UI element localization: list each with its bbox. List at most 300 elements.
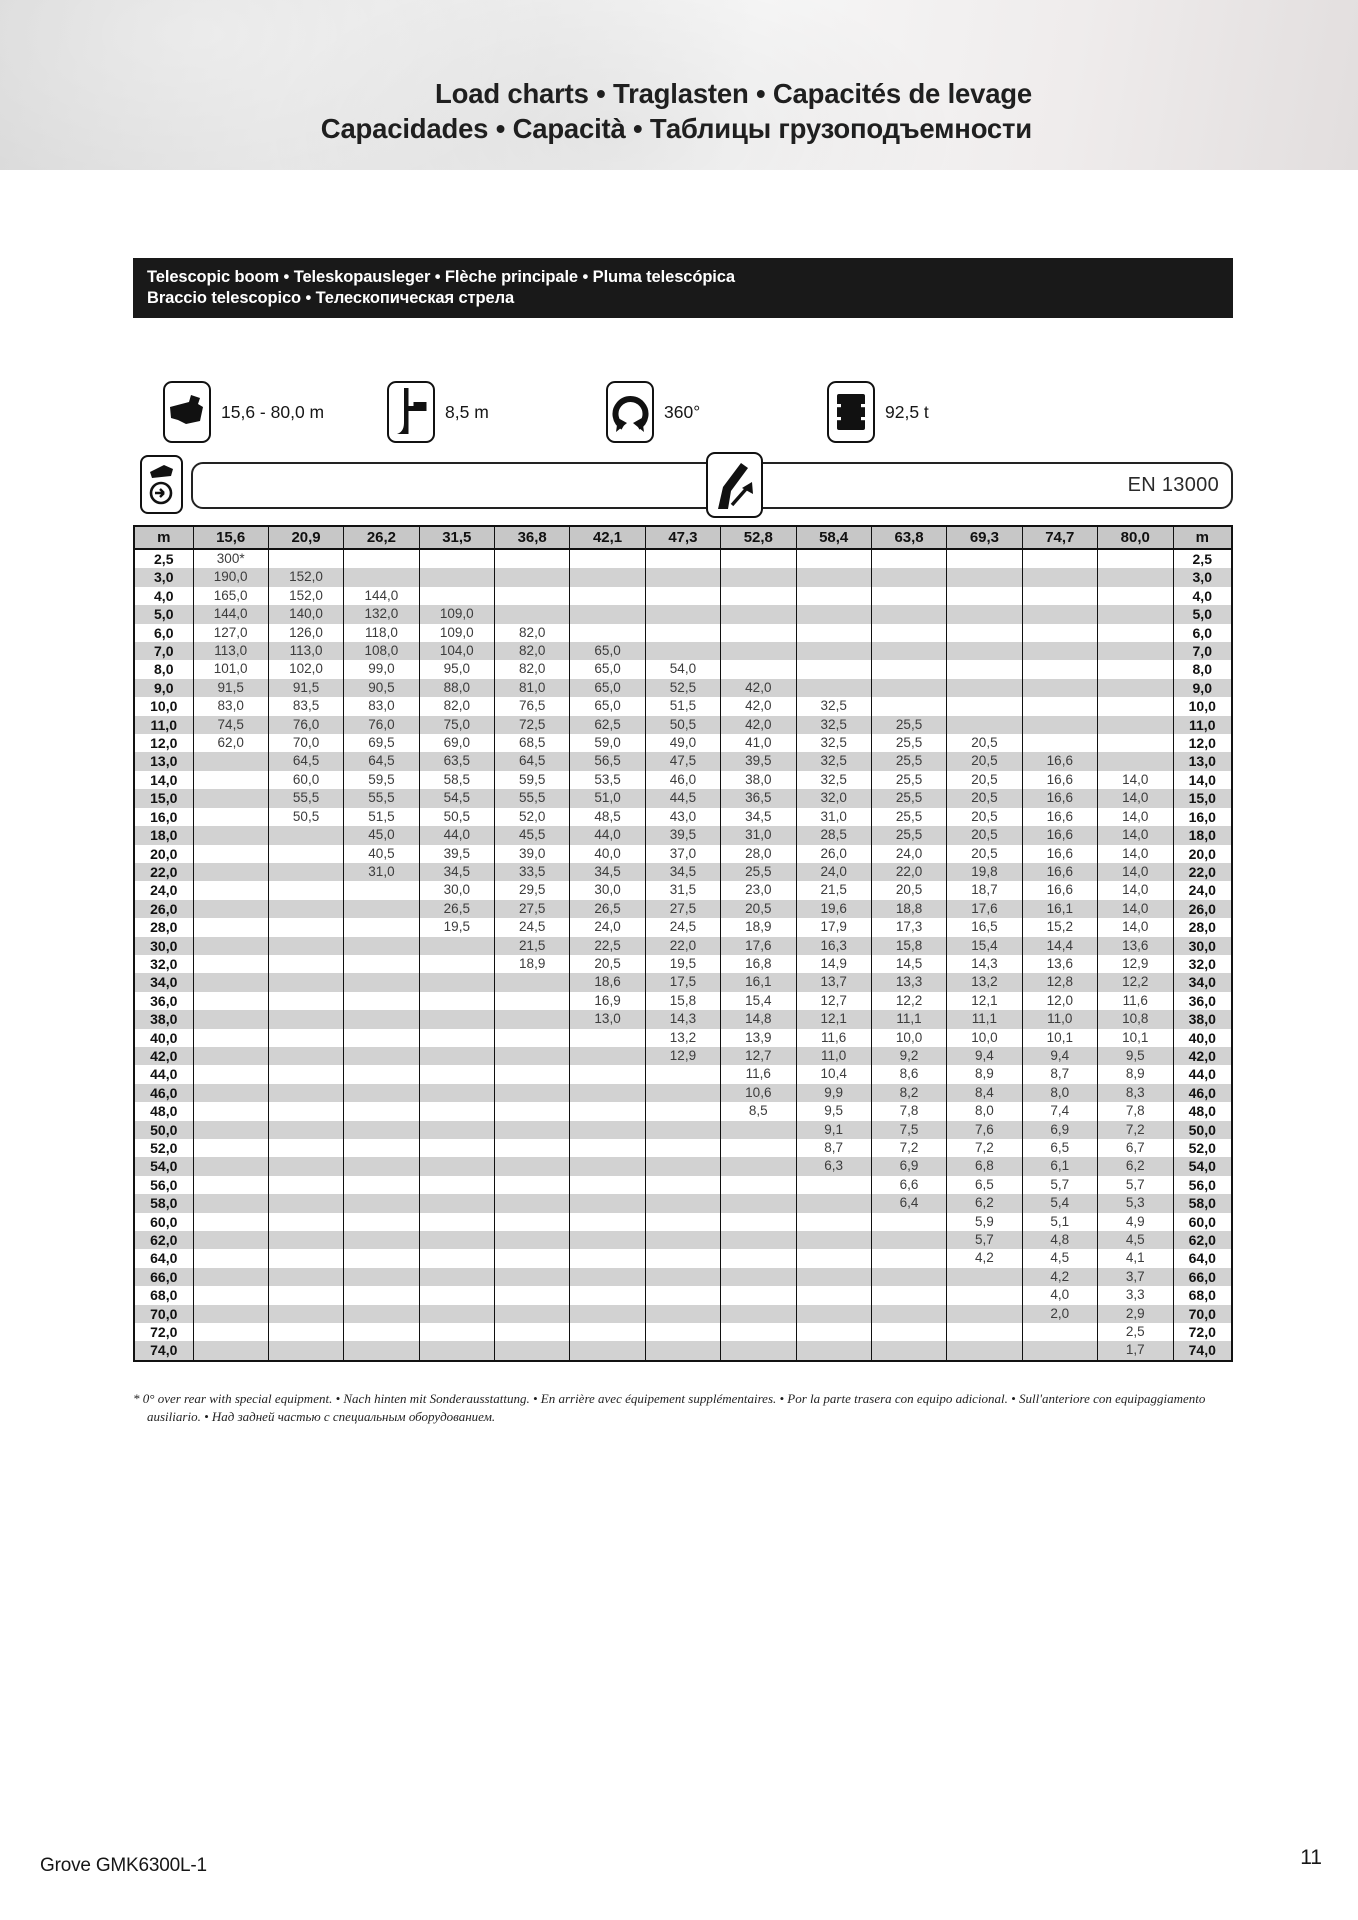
radius-cell: 24,0 bbox=[134, 881, 193, 899]
capacity-cell bbox=[193, 1341, 268, 1360]
capacity-cell: 14,8 bbox=[721, 1010, 796, 1028]
load-table-row bbox=[134, 1268, 1232, 1286]
radius-cell: 50,0 bbox=[1173, 1121, 1232, 1139]
capacity-cell: 32,5 bbox=[796, 771, 871, 789]
capacity-cell: 1,7 bbox=[1098, 1341, 1174, 1360]
capacity-cell: 8,2 bbox=[871, 1084, 946, 1102]
capacity-cell bbox=[495, 1047, 570, 1065]
radius-cell: 2,5 bbox=[1173, 549, 1232, 568]
capacity-cell bbox=[645, 568, 720, 586]
capacity-cell bbox=[796, 1268, 871, 1286]
capacity-cell: 83,0 bbox=[344, 697, 419, 715]
load-table-row bbox=[134, 937, 1232, 955]
capacity-cell: 16,6 bbox=[1022, 845, 1097, 863]
capacity-cell bbox=[193, 900, 268, 918]
capacity-cell bbox=[570, 568, 645, 586]
capacity-cell bbox=[871, 1213, 946, 1231]
capacity-cell bbox=[721, 549, 796, 568]
capacity-cell: 64,5 bbox=[268, 752, 343, 770]
capacity-cell bbox=[419, 1286, 494, 1304]
capacity-cell bbox=[419, 568, 494, 586]
capacity-cell bbox=[721, 1139, 796, 1157]
capacity-cell bbox=[344, 1084, 419, 1102]
capacity-cell: 42,0 bbox=[721, 679, 796, 697]
spec-jib-length bbox=[387, 380, 489, 444]
capacity-cell: 16,6 bbox=[1022, 881, 1097, 899]
capacity-cell bbox=[721, 1323, 796, 1341]
capacity-cell bbox=[721, 1231, 796, 1249]
capacity-cell bbox=[419, 955, 494, 973]
load-table-row bbox=[134, 660, 1232, 678]
capacity-cell bbox=[570, 1286, 645, 1304]
capacity-cell bbox=[419, 1231, 494, 1249]
capacity-cell: 14,4 bbox=[1022, 937, 1097, 955]
capacity-cell: 9,1 bbox=[796, 1121, 871, 1139]
capacity-cell: 11,1 bbox=[871, 1010, 946, 1028]
capacity-cell bbox=[570, 1194, 645, 1212]
capacity-cell bbox=[193, 1102, 268, 1120]
unit-column-header: m bbox=[134, 526, 193, 549]
capacity-cell: 45,5 bbox=[495, 826, 570, 844]
capacity-cell bbox=[193, 973, 268, 991]
footnote-line1: * 0° over rear with special equipment. • Nach hinten mit Sonderausstattung. • En arrière avec équipement supplémentaires. • Por la parte trasera con equipo adicional. • Sull'anteriore con equipaggiamento bbox=[133, 1391, 1206, 1406]
boom-length-icon bbox=[163, 381, 211, 443]
capacity-cell: 55,5 bbox=[268, 789, 343, 807]
capacity-cell: 13,2 bbox=[645, 1029, 720, 1047]
capacity-cell bbox=[721, 1305, 796, 1323]
capacity-cell bbox=[193, 808, 268, 826]
capacity-cell bbox=[947, 1268, 1022, 1286]
radius-cell: 20,0 bbox=[1173, 845, 1232, 863]
load-table-row bbox=[134, 771, 1232, 789]
capacity-cell bbox=[193, 1305, 268, 1323]
radius-cell: 5,0 bbox=[1173, 605, 1232, 623]
capacity-cell bbox=[419, 549, 494, 568]
capacity-cell: 65,0 bbox=[570, 642, 645, 660]
capacity-cell bbox=[344, 568, 419, 586]
capacity-cell bbox=[344, 1047, 419, 1065]
capacity-cell: 300* bbox=[193, 549, 268, 568]
capacity-cell: 16,6 bbox=[1022, 863, 1097, 881]
capacity-cell: 59,5 bbox=[344, 771, 419, 789]
radius-cell: 72,0 bbox=[134, 1323, 193, 1341]
capacity-cell bbox=[495, 1213, 570, 1231]
radius-cell: 10,0 bbox=[1173, 697, 1232, 715]
capacity-cell: 31,0 bbox=[721, 826, 796, 844]
radius-cell: 11,0 bbox=[1173, 716, 1232, 734]
capacity-cell: 33,5 bbox=[495, 863, 570, 881]
capacity-cell bbox=[193, 881, 268, 899]
capacity-cell bbox=[796, 1323, 871, 1341]
capacity-cell: 44,0 bbox=[570, 826, 645, 844]
capacity-cell bbox=[419, 1084, 494, 1102]
capacity-cell: 165,0 bbox=[193, 587, 268, 605]
radius-cell: 8,0 bbox=[134, 660, 193, 678]
radius-cell: 20,0 bbox=[134, 845, 193, 863]
load-table-row bbox=[134, 1139, 1232, 1157]
capacity-cell: 8,0 bbox=[1022, 1084, 1097, 1102]
capacity-cell bbox=[268, 1268, 343, 1286]
radius-cell: 70,0 bbox=[134, 1305, 193, 1323]
capacity-cell bbox=[645, 642, 720, 660]
capacity-cell bbox=[947, 660, 1022, 678]
capacity-cell: 54,0 bbox=[645, 660, 720, 678]
capacity-cell: 69,0 bbox=[419, 734, 494, 752]
capacity-cell bbox=[570, 549, 645, 568]
load-table-row bbox=[134, 1157, 1232, 1175]
capacity-cell: 7,5 bbox=[871, 1121, 946, 1139]
capacity-cell: 140,0 bbox=[268, 605, 343, 623]
boom-length-value: 15,6 - 80,0 m bbox=[221, 401, 325, 422]
capacity-cell: 7,6 bbox=[947, 1121, 1022, 1139]
capacity-cell bbox=[871, 697, 946, 715]
capacity-cell bbox=[344, 1010, 419, 1028]
boom-length-icon-glyph bbox=[168, 390, 206, 434]
capacity-cell: 118,0 bbox=[344, 624, 419, 642]
capacity-cell: 70,0 bbox=[268, 734, 343, 752]
capacity-cell bbox=[495, 605, 570, 623]
radius-cell: 34,0 bbox=[134, 973, 193, 991]
capacity-cell bbox=[419, 937, 494, 955]
capacity-cell bbox=[645, 1157, 720, 1175]
capacity-cell bbox=[193, 992, 268, 1010]
page-title bbox=[321, 76, 1032, 146]
capacity-cell bbox=[495, 1249, 570, 1267]
capacity-cell bbox=[344, 1121, 419, 1139]
capacity-cell: 17,3 bbox=[871, 918, 946, 936]
capacity-cell bbox=[1098, 752, 1174, 770]
capacity-cell: 19,6 bbox=[796, 900, 871, 918]
radius-cell: 60,0 bbox=[134, 1213, 193, 1231]
capacity-cell bbox=[193, 826, 268, 844]
capacity-cell bbox=[495, 1157, 570, 1175]
load-table-row bbox=[134, 1084, 1232, 1102]
capacity-cell: 4,2 bbox=[947, 1249, 1022, 1267]
capacity-cell: 104,0 bbox=[419, 642, 494, 660]
capacity-cell: 15,8 bbox=[871, 937, 946, 955]
capacity-cell bbox=[871, 1231, 946, 1249]
capacity-cell bbox=[645, 1305, 720, 1323]
capacity-cell: 47,5 bbox=[645, 752, 720, 770]
radius-cell: 12,0 bbox=[134, 734, 193, 752]
capacity-cell bbox=[344, 1065, 419, 1083]
capacity-cell bbox=[193, 1286, 268, 1304]
capacity-cell: 14,0 bbox=[1098, 845, 1174, 863]
capacity-cell bbox=[947, 716, 1022, 734]
capacity-cell: 24,0 bbox=[871, 845, 946, 863]
capacity-cell: 20,5 bbox=[947, 771, 1022, 789]
radius-cell: 6,0 bbox=[134, 624, 193, 642]
capacity-cell bbox=[268, 845, 343, 863]
capacity-cell: 52,0 bbox=[495, 808, 570, 826]
capacity-cell: 144,0 bbox=[344, 587, 419, 605]
capacity-cell: 25,5 bbox=[871, 716, 946, 734]
capacity-cell: 95,0 bbox=[419, 660, 494, 678]
crane-lift-icon-glyph bbox=[714, 459, 756, 511]
capacity-cell: 113,0 bbox=[193, 642, 268, 660]
capacity-cell: 6,7 bbox=[1098, 1139, 1174, 1157]
capacity-cell bbox=[193, 918, 268, 936]
capacity-cell bbox=[495, 1268, 570, 1286]
capacity-cell bbox=[268, 1065, 343, 1083]
capacity-cell bbox=[796, 642, 871, 660]
load-table-row bbox=[134, 1102, 1232, 1120]
capacity-cell: 109,0 bbox=[419, 605, 494, 623]
capacity-cell bbox=[193, 1121, 268, 1139]
radius-cell: 48,0 bbox=[134, 1102, 193, 1120]
capacity-cell bbox=[268, 1102, 343, 1120]
capacity-cell: 34,5 bbox=[721, 808, 796, 826]
capacity-cell: 6,9 bbox=[871, 1157, 946, 1175]
capacity-cell: 54,5 bbox=[419, 789, 494, 807]
capacity-cell bbox=[1022, 1341, 1097, 1360]
capacity-cell: 27,5 bbox=[645, 900, 720, 918]
capacity-cell: 34,5 bbox=[419, 863, 494, 881]
capacity-cell bbox=[193, 1084, 268, 1102]
capacity-cell bbox=[871, 605, 946, 623]
radius-cell: 10,0 bbox=[134, 697, 193, 715]
capacity-cell: 17,9 bbox=[796, 918, 871, 936]
capacity-cell bbox=[268, 1176, 343, 1194]
capacity-cell bbox=[1098, 568, 1174, 586]
capacity-cell bbox=[721, 587, 796, 605]
radius-cell: 30,0 bbox=[1173, 937, 1232, 955]
capacity-cell: 11,6 bbox=[721, 1065, 796, 1083]
capacity-cell bbox=[796, 1249, 871, 1267]
capacity-cell: 37,0 bbox=[645, 845, 720, 863]
capacity-cell bbox=[193, 1029, 268, 1047]
capacity-cell bbox=[419, 1213, 494, 1231]
capacity-cell bbox=[344, 992, 419, 1010]
radius-cell: 40,0 bbox=[1173, 1029, 1232, 1047]
capacity-cell: 17,6 bbox=[721, 937, 796, 955]
capacity-cell: 12,0 bbox=[1022, 992, 1097, 1010]
capacity-cell: 20,5 bbox=[871, 881, 946, 899]
radius-cell: 70,0 bbox=[1173, 1305, 1232, 1323]
capacity-cell bbox=[645, 1249, 720, 1267]
radius-cell: 42,0 bbox=[134, 1047, 193, 1065]
capacity-cell bbox=[947, 1305, 1022, 1323]
capacity-cell bbox=[721, 1249, 796, 1267]
spec-boom-length bbox=[163, 380, 324, 444]
capacity-cell bbox=[495, 1010, 570, 1028]
capacity-cell bbox=[495, 1139, 570, 1157]
capacity-cell bbox=[495, 587, 570, 605]
capacity-cell bbox=[268, 1286, 343, 1304]
capacity-cell: 44,5 bbox=[645, 789, 720, 807]
load-table-row bbox=[134, 1249, 1232, 1267]
capacity-cell bbox=[419, 1194, 494, 1212]
radius-cell: 22,0 bbox=[1173, 863, 1232, 881]
capacity-cell: 4,9 bbox=[1098, 1213, 1174, 1231]
load-table-row bbox=[134, 992, 1232, 1010]
capacity-cell: 16,1 bbox=[721, 973, 796, 991]
capacity-cell: 82,0 bbox=[495, 642, 570, 660]
radius-cell: 74,0 bbox=[134, 1341, 193, 1360]
capacity-cell bbox=[1098, 697, 1174, 715]
capacity-cell: 20,5 bbox=[947, 826, 1022, 844]
capacity-cell bbox=[947, 624, 1022, 642]
load-table-row bbox=[134, 1341, 1232, 1360]
capacity-cell: 24,0 bbox=[570, 918, 645, 936]
capacity-cell bbox=[419, 1157, 494, 1175]
capacity-cell bbox=[344, 1249, 419, 1267]
capacity-cell: 82,0 bbox=[419, 697, 494, 715]
capacity-cell: 8,5 bbox=[721, 1102, 796, 1120]
capacity-cell bbox=[570, 587, 645, 605]
capacity-cell bbox=[419, 1305, 494, 1323]
capacity-cell bbox=[947, 1323, 1022, 1341]
capacity-cell: 21,5 bbox=[796, 881, 871, 899]
radius-cell: 13,0 bbox=[1173, 752, 1232, 770]
capacity-cell bbox=[495, 1121, 570, 1139]
capacity-cell bbox=[268, 900, 343, 918]
capacity-cell bbox=[721, 605, 796, 623]
capacity-cell: 50,5 bbox=[419, 808, 494, 826]
radius-cell: 68,0 bbox=[134, 1286, 193, 1304]
capacity-cell: 39,0 bbox=[495, 845, 570, 863]
capacity-cell bbox=[193, 1323, 268, 1341]
boom-length-header: 74,7 bbox=[1022, 526, 1097, 549]
capacity-cell: 11,0 bbox=[796, 1047, 871, 1065]
radius-cell: 56,0 bbox=[1173, 1176, 1232, 1194]
capacity-cell bbox=[344, 1139, 419, 1157]
capacity-cell: 2,9 bbox=[1098, 1305, 1174, 1323]
capacity-cell: 38,0 bbox=[721, 771, 796, 789]
capacity-cell: 45,0 bbox=[344, 826, 419, 844]
capacity-cell bbox=[344, 1176, 419, 1194]
capacity-cell bbox=[1022, 716, 1097, 734]
capacity-cell: 13,2 bbox=[947, 973, 1022, 991]
capacity-cell bbox=[570, 624, 645, 642]
radius-cell: 26,0 bbox=[1173, 900, 1232, 918]
counterweight-value: 92,5 t bbox=[885, 401, 929, 422]
capacity-cell: 60,0 bbox=[268, 771, 343, 789]
capacity-cell bbox=[947, 679, 1022, 697]
radius-cell: 52,0 bbox=[1173, 1139, 1232, 1157]
capacity-cell bbox=[796, 1341, 871, 1360]
capacity-cell bbox=[645, 1341, 720, 1360]
load-table-row bbox=[134, 900, 1232, 918]
capacity-cell bbox=[193, 1268, 268, 1286]
capacity-cell: 6,2 bbox=[1098, 1157, 1174, 1175]
capacity-cell bbox=[495, 549, 570, 568]
capacity-cell: 25,5 bbox=[871, 771, 946, 789]
capacity-cell bbox=[1098, 679, 1174, 697]
capacity-cell bbox=[570, 1231, 645, 1249]
capacity-cell: 3,7 bbox=[1098, 1268, 1174, 1286]
capacity-cell: 65,0 bbox=[570, 679, 645, 697]
capacity-cell bbox=[268, 1047, 343, 1065]
capacity-cell: 31,0 bbox=[344, 863, 419, 881]
capacity-cell bbox=[871, 642, 946, 660]
capacity-cell bbox=[947, 605, 1022, 623]
capacity-cell: 8,9 bbox=[1098, 1065, 1174, 1083]
footnote bbox=[133, 1390, 1218, 1425]
capacity-cell: 6,4 bbox=[871, 1194, 946, 1212]
capacity-cell: 7,2 bbox=[1098, 1121, 1174, 1139]
capacity-cell bbox=[419, 1010, 494, 1028]
standard-row bbox=[0, 450, 1358, 520]
capacity-cell bbox=[645, 1139, 720, 1157]
capacity-cell: 26,5 bbox=[419, 900, 494, 918]
radius-cell: 7,0 bbox=[1173, 642, 1232, 660]
capacity-cell: 108,0 bbox=[344, 642, 419, 660]
radius-cell: 62,0 bbox=[134, 1231, 193, 1249]
capacity-cell: 10,0 bbox=[871, 1029, 946, 1047]
capacity-cell bbox=[193, 1157, 268, 1175]
capacity-cell: 9,4 bbox=[947, 1047, 1022, 1065]
radius-cell: 32,0 bbox=[134, 955, 193, 973]
capacity-cell: 25,5 bbox=[871, 789, 946, 807]
capacity-cell bbox=[268, 973, 343, 991]
capacity-cell: 39,5 bbox=[419, 845, 494, 863]
boom-length-header: 63,8 bbox=[871, 526, 946, 549]
capacity-cell bbox=[344, 973, 419, 991]
capacity-cell: 14,5 bbox=[871, 955, 946, 973]
radius-cell: 5,0 bbox=[134, 605, 193, 623]
radius-cell: 72,0 bbox=[1173, 1323, 1232, 1341]
capacity-cell bbox=[645, 1084, 720, 1102]
capacity-cell: 65,0 bbox=[570, 660, 645, 678]
capacity-cell bbox=[495, 1323, 570, 1341]
capacity-cell bbox=[268, 1121, 343, 1139]
capacity-cell bbox=[645, 1323, 720, 1341]
capacity-cell bbox=[268, 1157, 343, 1175]
radius-cell: 58,0 bbox=[134, 1194, 193, 1212]
capacity-cell bbox=[947, 568, 1022, 586]
capacity-cell bbox=[947, 697, 1022, 715]
capacity-cell: 7,8 bbox=[871, 1102, 946, 1120]
capacity-cell bbox=[570, 605, 645, 623]
capacity-cell bbox=[570, 1176, 645, 1194]
radius-cell: 15,0 bbox=[1173, 789, 1232, 807]
capacity-cell: 15,4 bbox=[721, 992, 796, 1010]
capacity-cell: 64,5 bbox=[495, 752, 570, 770]
capacity-cell: 16,6 bbox=[1022, 789, 1097, 807]
capacity-cell bbox=[268, 1323, 343, 1341]
capacity-cell bbox=[193, 1231, 268, 1249]
capacity-cell bbox=[645, 1286, 720, 1304]
capacity-cell bbox=[570, 1029, 645, 1047]
capacity-cell: 17,5 bbox=[645, 973, 720, 991]
load-table-row bbox=[134, 918, 1232, 936]
radius-cell: 18,0 bbox=[134, 826, 193, 844]
capacity-cell: 16,6 bbox=[1022, 771, 1097, 789]
capacity-cell bbox=[796, 587, 871, 605]
capacity-cell bbox=[344, 1305, 419, 1323]
capacity-cell: 32,0 bbox=[796, 789, 871, 807]
radius-cell: 18,0 bbox=[1173, 826, 1232, 844]
capacity-cell bbox=[1022, 697, 1097, 715]
capacity-cell bbox=[1022, 642, 1097, 660]
capacity-cell: 4,1 bbox=[1098, 1249, 1174, 1267]
capacity-cell: 34,5 bbox=[570, 863, 645, 881]
capacity-cell bbox=[570, 1305, 645, 1323]
load-table-row bbox=[134, 973, 1232, 991]
capacity-cell bbox=[947, 587, 1022, 605]
capacity-cell bbox=[721, 660, 796, 678]
capacity-cell: 14,0 bbox=[1098, 771, 1174, 789]
radius-cell: 2,5 bbox=[134, 549, 193, 568]
radius-cell: 14,0 bbox=[1173, 771, 1232, 789]
capacity-cell: 20,5 bbox=[947, 789, 1022, 807]
capacity-cell: 10,1 bbox=[1022, 1029, 1097, 1047]
radius-cell: 3,0 bbox=[134, 568, 193, 586]
capacity-cell: 88,0 bbox=[419, 679, 494, 697]
capacity-cell bbox=[419, 1341, 494, 1360]
capacity-cell: 43,0 bbox=[645, 808, 720, 826]
